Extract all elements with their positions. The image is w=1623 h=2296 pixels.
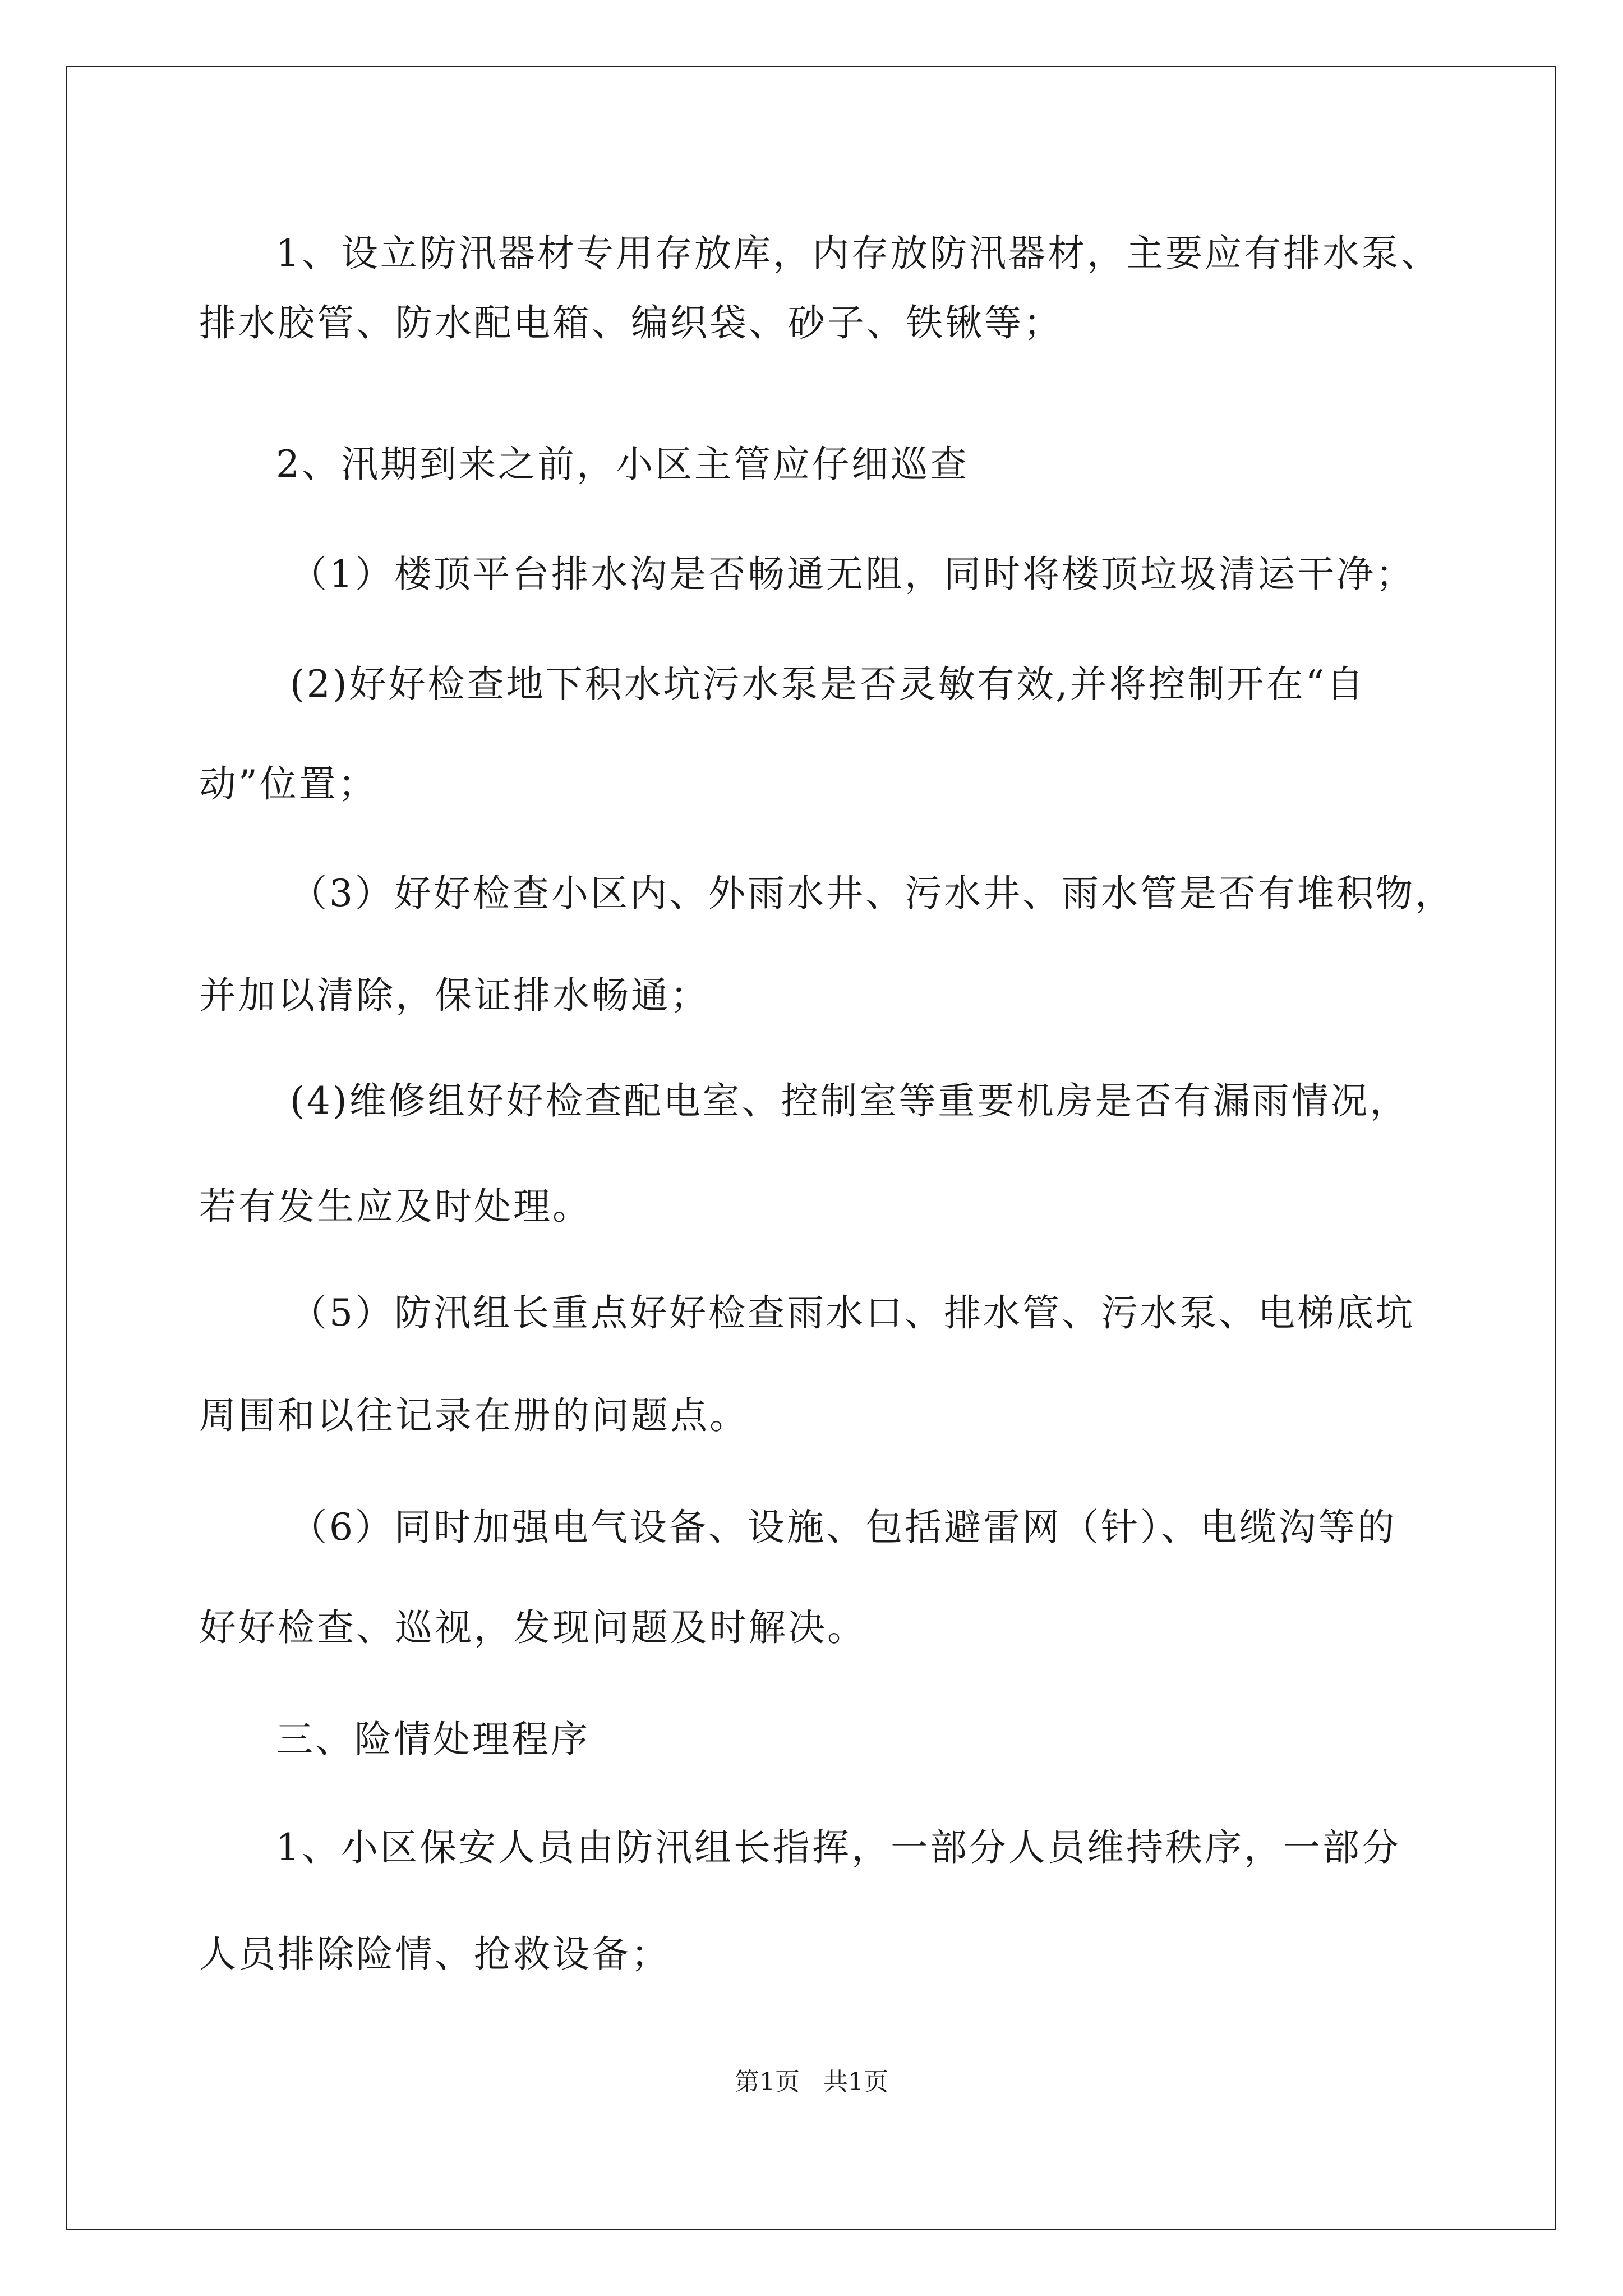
paragraph-line: 周围和以往记录在册的问题点。 [199,1394,749,1437]
paragraph-line: 若有发生应及时处理。 [199,1185,592,1228]
paragraph-line: 并加以清除，保证排水畅通； [199,974,709,1017]
paragraph-line: (4)维修组好好检查配电室、控制室等重要机房是否有漏雨情况， [290,1079,1409,1122]
paragraph-line: 人员排除险情、抢救设备； [199,1932,670,1976]
paragraph-line: 1、设立防汛器材专用存放库，内存放防汛器材，主要应有排水泵、 [276,232,1440,275]
paragraph-line: （1）楼顶平台排水沟是否畅通无阻，同时将楼顶垃圾清运干净； [290,553,1415,596]
paragraph-line: (2)好好检查地下积水坑污水泵是否灵敏有效,并将控制开在“自 [290,662,1366,706]
paragraph-line: 动”位置； [199,762,377,806]
paragraph-line: （6）同时加强电气设备、设施、包括避雷网（针）、电缆沟等的 [290,1506,1396,1549]
paragraph-line: 1、小区保安人员由防汛组长指挥，一部分人员维持秩序，一部分 [276,1826,1401,1869]
section-heading: 三、险情处理程序 [276,1718,590,1761]
paragraph-line: （5）防汛组长重点好好检查雨水口、排水管、污水泵、电梯底坑 [290,1291,1415,1335]
paragraph-line: 2、汛期到来之前，小区主管应仔细巡查 [276,443,969,486]
paragraph-line: 排水胶管、防水配电箱、编织袋、砂子、铁锹等； [199,301,1063,344]
page-border [66,66,1556,2230]
paragraph-line: 好好检查、巡视，发现问题及时解决。 [199,1606,866,1649]
page-number-footer: 第1页 共1页 [735,2068,888,2096]
paragraph-line: （3）好好检查小区内、外雨水井、污水井、雨水管是否有堆积物， [290,872,1454,915]
